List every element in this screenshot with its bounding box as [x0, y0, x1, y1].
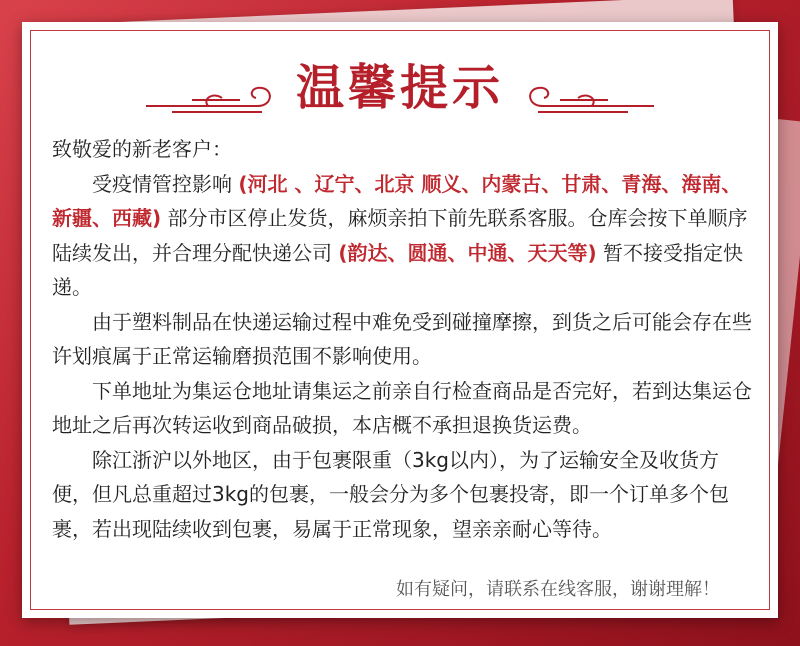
paragraph-middle: 部分市区停止发货，麻烦亲拍下前先联系客服。仓库会按下单顺序陆续发出，并合理分配快递公司 [52, 206, 748, 265]
paragraph-consolidation-notice: 下单地址为集运仓地址请集运之前亲自行检查商品是否完好，若到达集运仓地址之后再次转运收到商品破损，本店概不承担退换货运费。 [52, 378, 752, 437]
notice-card [22, 22, 778, 618]
title-header [22, 50, 778, 120]
paragraph-tail: 暂不接受指定快递。 [52, 240, 743, 299]
notice-body [52, 132, 752, 546]
greeting-line: 致敬爱的新老客户： [52, 137, 232, 161]
paragraph-epidemic-notice [52, 167, 752, 305]
footer-note: 如有疑问，请联系在线客服，谢谢理解！ [396, 579, 720, 600]
courier-list: (韵达、圆通、中通、天天等) [338, 240, 597, 265]
page-title: 温馨提示 [295, 60, 504, 116]
paragraph-scratch-notice: 由于塑料制品在快递运输过程中难免受到碰撞摩擦，到货之后可能会存在些许划痕属于正常运输磨损范围不影响使用。 [52, 309, 752, 368]
paragraph-lead: 受疫情管控影响 [92, 171, 232, 196]
affected-regions: (河北 、辽宁、北京 顺义、内蒙古、甘肃、青海、海南、新疆、西藏) [52, 171, 742, 230]
paragraph-weight-limit-notice: 除江浙沪以外地区，由于包裹限重（3kg以内），为了运输安全及收货方便，但凡总重超过3kg的包裹，一般会分为多个包裹投寄，即一个订单多个包裹，若出现陆续收到包裹，易属于正常现象，望亲亲耐心等待。 [52, 447, 730, 541]
